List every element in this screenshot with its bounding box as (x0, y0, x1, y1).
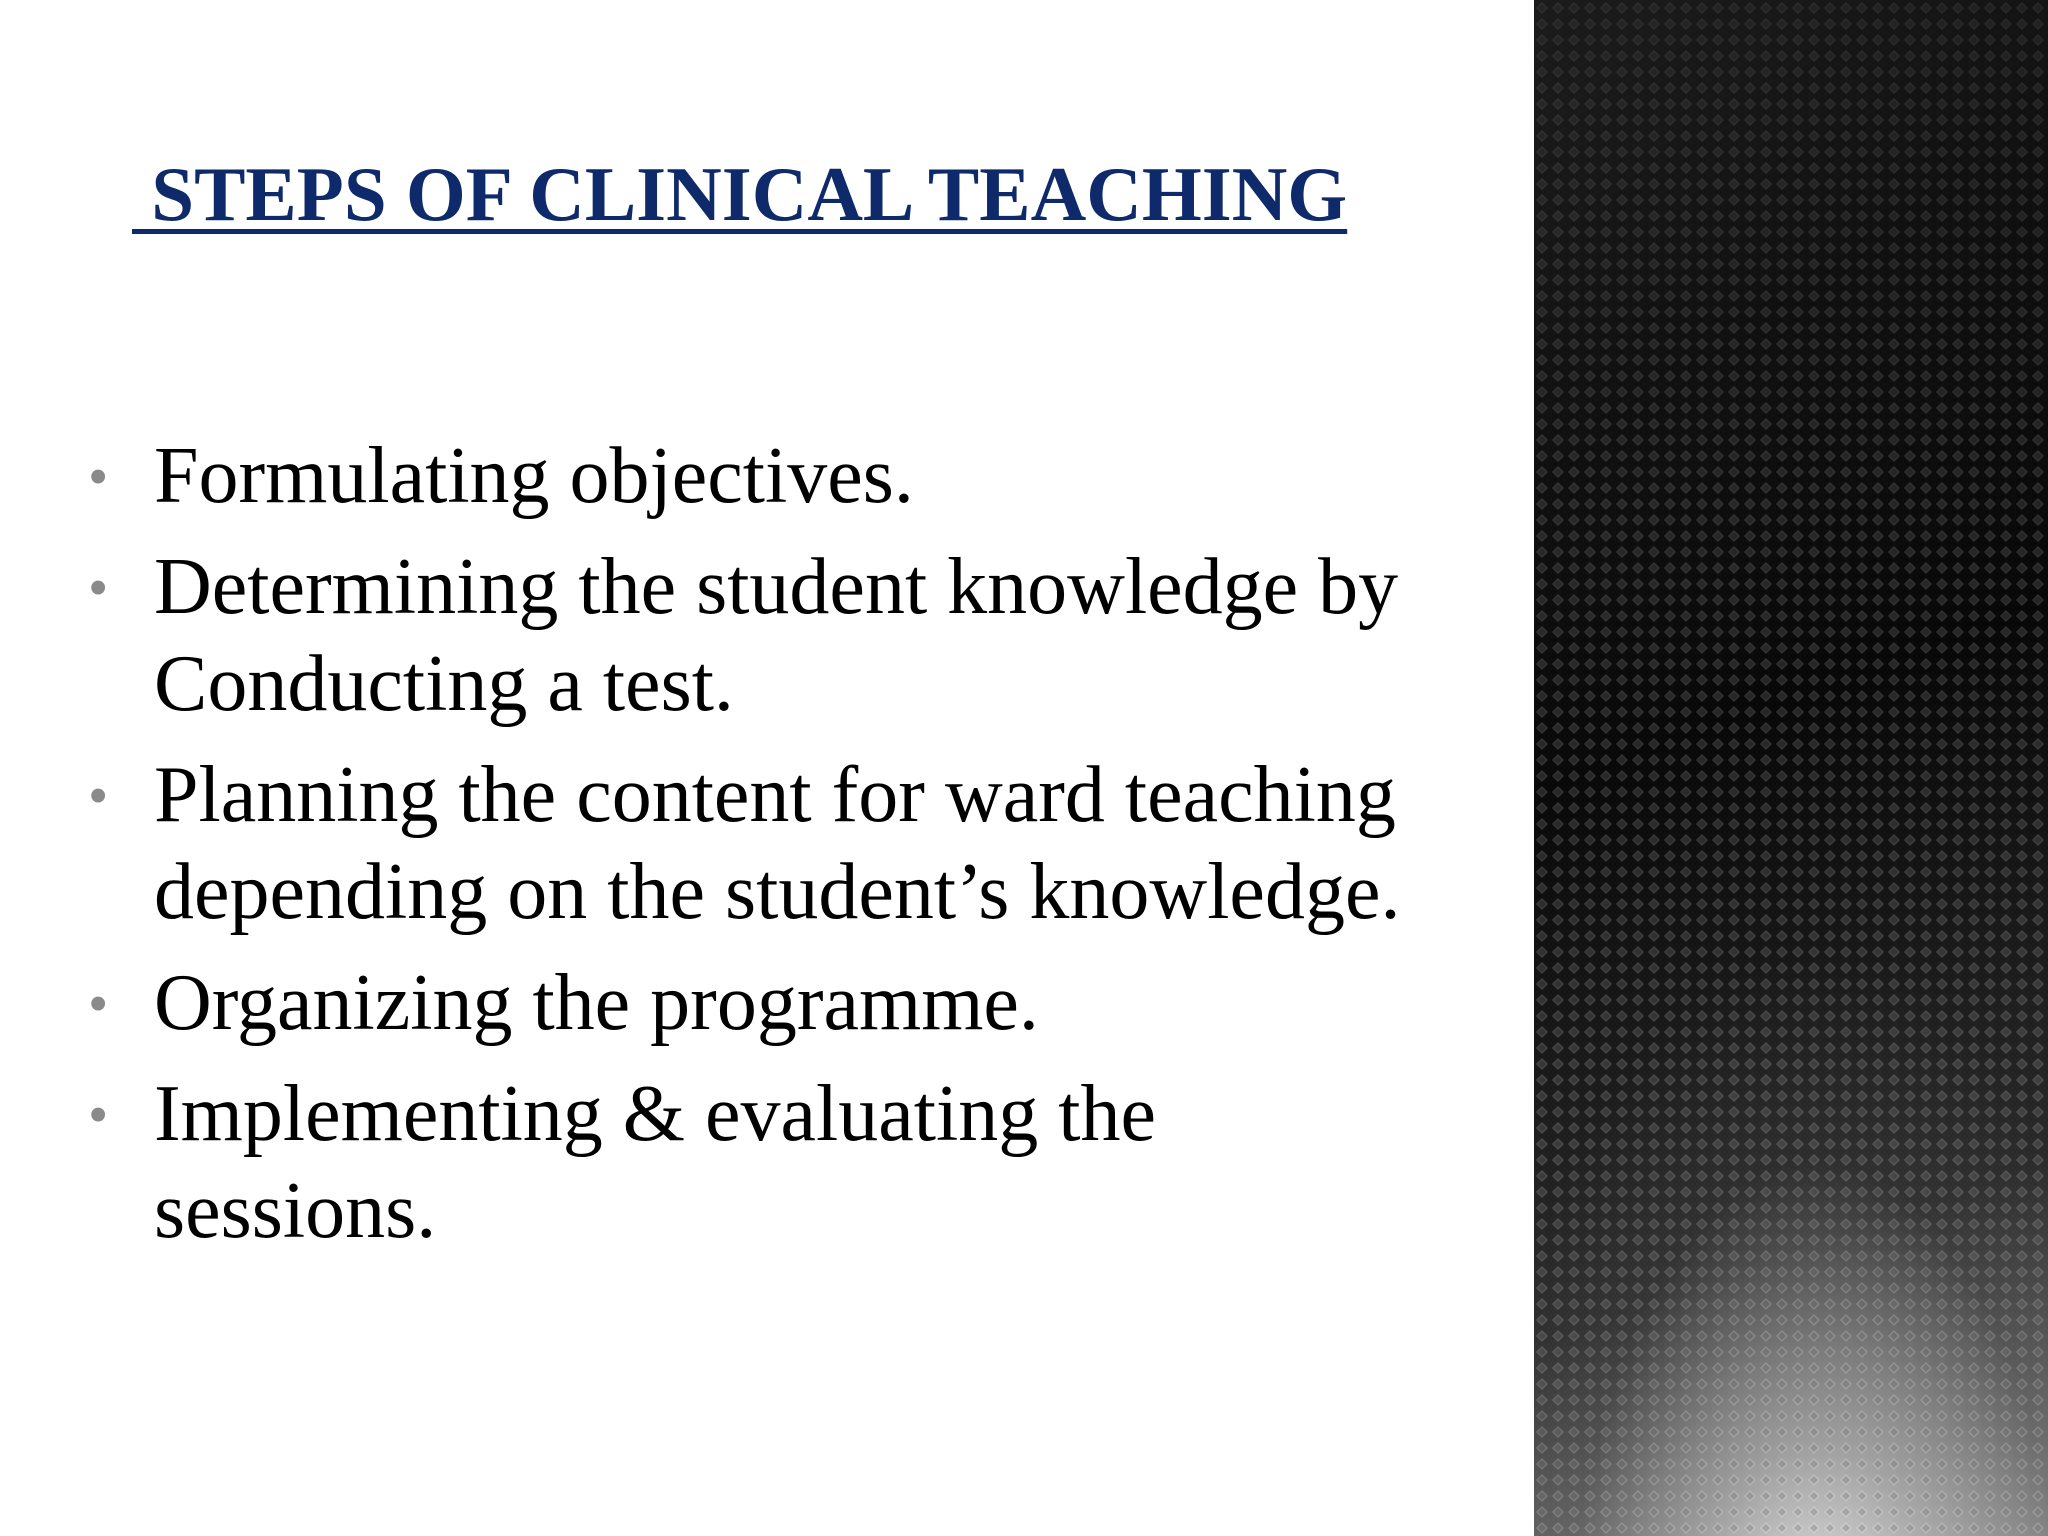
bullet-icon: • (88, 1082, 109, 1147)
decorative-side-panel (1534, 0, 2048, 1536)
bullet-icon: • (88, 763, 109, 828)
bullet-icon: • (88, 555, 109, 620)
bullet-icon: • (88, 444, 109, 509)
bullet-item (88, 428, 1508, 525)
bullet-text: Planning the content for ward teaching depending on the student’s knowledge. (154, 751, 1401, 936)
bullet-text: Determining the student knowledge by Conducting a test. (154, 543, 1399, 728)
bullet-text: Formulating objectives. (154, 432, 914, 520)
bullet-item (88, 1066, 1508, 1260)
bullet-item (88, 747, 1508, 941)
bullet-list (88, 428, 1508, 1274)
bullet-icon: • (88, 971, 109, 1036)
bullet-item (88, 539, 1508, 733)
bullet-text: Implementing & evaluating the sessions. (154, 1070, 1156, 1255)
diamond-pattern-texture (1534, 0, 2048, 1536)
slide-title: STEPS OF CLINICAL TEACHING (132, 151, 1348, 237)
bullet-item (88, 955, 1508, 1052)
bullet-text: Organizing the programme. (154, 959, 1039, 1047)
